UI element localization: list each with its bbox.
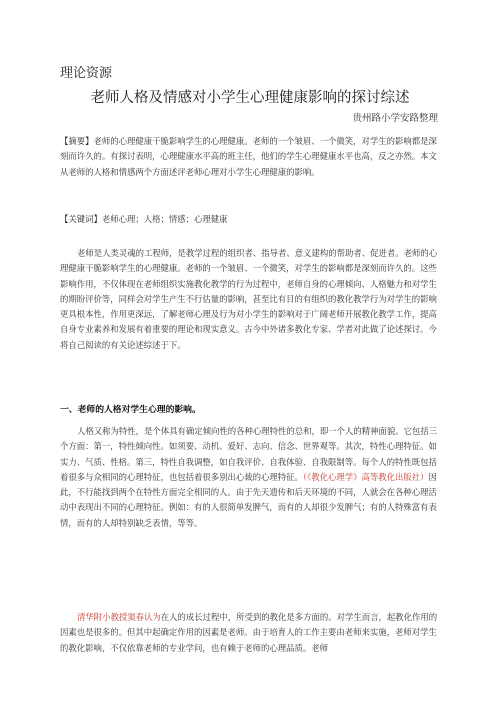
author-line: 贵州路小学安路整理	[352, 113, 438, 124]
keywords-tag: 【关键词】	[60, 214, 102, 224]
abstract-tag: 【摘要】	[60, 136, 94, 146]
keywords-paragraph	[60, 212, 442, 227]
section1-p2-citation: 清华附小教授窦春认为	[77, 612, 161, 622]
section1-paragraph1	[60, 424, 442, 531]
section1-p1-citation: （《教化心理学》高等教化出版社）	[302, 471, 429, 482]
section1-p2-text: 在人的成长过程中，所受到的教化是多方面的。对学生而言，起教化作用的因素也是很多的。但其中起确定作用的因素是老师。由于培育人的工作主要由老师来实施，老师对学生的教化影响，不仅依靠老师的专业学问，也有赖于老师的心理品质。老师	[60, 612, 438, 653]
category-label: 理论资源	[60, 66, 113, 81]
section1-p1-text-a: 人格又称为特性，是个体具有确定倾向性的各种心理特性的总和，即一个人的精神面貌。它包括三个方面：第一，特性倾向性。如须要、动机、爱好、志向、信念、世界观等。其次，特性心理特征。如实力、气质、性格。第三，特性自我调整，如自我评价、自我体验、自我限制等。每个人的特性既包括着很多与众相同的心理特征，也包括着很多别出心裁的心理特征。	[60, 426, 438, 482]
intro-paragraph	[60, 246, 442, 353]
document-title: 老师人格及情感对小学生心理健康影响的探讨综述	[90, 90, 410, 106]
section1-paragraph2	[60, 610, 442, 656]
keywords-text: 老师心理；人格；情感；心理健康	[101, 214, 228, 224]
section1-heading: 一、老师的人格对学生心理的影响。	[60, 405, 201, 415]
abstract-text: 老师的心理健康干脆影响学生的心理健康。老师的一个皱眉、一个微笑，对学生的影响都是深刻而许久的。有探讨表明，心理健康水平高的班主任，他们的学生心理健康水平也高，反之亦然。本文从老师的人格和情感两个方面述评老师心理对小学生心理健康的影响。	[60, 136, 437, 177]
section1-p1-text-b: 因此，不行能找到两个在特性方面完全相同的人。由于先天遗传和后天环境的不同，人就会在各种心理活动中表现出不同的心理特征。例如：有的人很简单发脾气，而有的人却很少发脾气；有的人特殊富有表情，而有的人却特别缺乏表情，等等。	[60, 471, 437, 528]
abstract-paragraph	[60, 134, 442, 180]
intro-text: 老师是人类灵魂的工程师，是教学过程的组织者、指导者、意义建构的帮助者、促进者。老师的心理健康干脆影响学生的心理健康。老师的一个皱眉、一个微笑，对学生的影响都是深刻而许久的。这些影响作用，不仅体现在老师组织实施教化教学的行为过程中，老师自身的心理倾向、人格魅力和对学生的期盼评价等，同样会对学生产生不行估量的影响，甚至比有目的有组织的教化教学行为对学生的影响更具根本性，作用更深远，了解老师心理及行为对小学生的影响对于广阔老师开展教化教学工作，提高自身专业素养和发展有着重要的理论和现实意义。古今中外诸多教化专家、学者对此做了论述探讨。今将自己阅读的有关论述综述于下。	[60, 248, 438, 350]
